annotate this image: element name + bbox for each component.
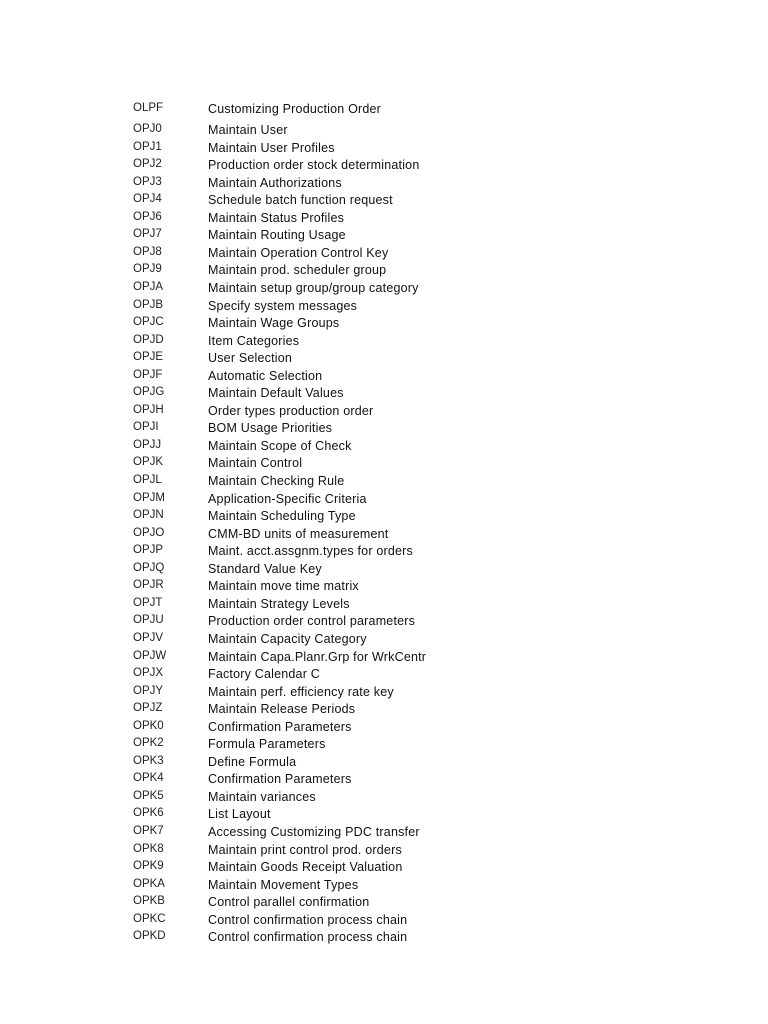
list-item: [0, 403, 768, 420]
transaction-description: Schedule batch function request: [208, 193, 393, 208]
transaction-description: Maintain Control: [208, 456, 303, 471]
list-item: [0, 333, 768, 350]
list-item: [0, 262, 768, 279]
list-item: [0, 771, 768, 788]
list-item: [0, 385, 768, 402]
transaction-code: OPJN: [133, 509, 164, 522]
list-item: [0, 596, 768, 613]
transaction-description: Automatic Selection: [208, 368, 323, 383]
list-item: [0, 192, 768, 209]
transaction-description: Maintain Wage Groups: [208, 316, 340, 331]
transaction-description: Order types production order: [208, 403, 374, 418]
list-item: [0, 701, 768, 718]
transaction-code: OPJ7: [133, 228, 162, 241]
list-item: [0, 350, 768, 367]
transaction-code: OPK6: [133, 807, 164, 820]
transaction-description: Control parallel confirmation: [208, 895, 370, 910]
transaction-description: Confirmation Parameters: [208, 772, 352, 787]
transaction-code: OPJ2: [133, 158, 162, 171]
list-item: [0, 491, 768, 508]
transaction-code: OPJP: [133, 544, 164, 557]
transaction-description: Maintain Movement Types: [208, 877, 359, 892]
transaction-code: OPK7: [133, 825, 164, 837]
transaction-code: OPK2: [133, 737, 164, 750]
list-item: [0, 912, 768, 929]
transaction-code: OPJZ: [133, 702, 163, 715]
list-item: [0, 719, 768, 736]
list-item: [0, 101, 768, 118]
list-item: [0, 649, 768, 666]
transaction-code: OPK8: [133, 842, 164, 855]
transaction-code: OPJQ: [133, 561, 165, 574]
list-item: [0, 789, 768, 806]
transaction-description: BOM Usage Priorities: [208, 421, 333, 436]
transaction-code: OPK3: [133, 754, 164, 767]
list-item: [0, 420, 768, 437]
transaction-description: Maintain Checking Rule: [208, 474, 345, 488]
list-item: [0, 806, 768, 823]
transaction-code: OPK4: [133, 772, 164, 785]
transaction-description: Maintain Routing Usage: [208, 228, 346, 243]
transaction-description: Application-Specific Criteria: [208, 491, 367, 506]
transaction-description: Control confirmation process chain: [208, 912, 408, 927]
list-item: [0, 157, 768, 174]
list-item: [0, 508, 768, 525]
transaction-description: Maint. acct.assgnm.types for orders: [208, 544, 413, 559]
transaction-code: OPJV: [133, 631, 164, 644]
transaction-code: OPJB: [133, 298, 164, 311]
transaction-description: Specify system messages: [208, 298, 358, 313]
transaction-description: Maintain Default Values: [208, 386, 344, 401]
transaction-description: Accessing Customizing PDC transfer: [208, 825, 420, 839]
transaction-code: OPJM: [133, 491, 165, 504]
list-item: [0, 736, 768, 753]
list-item: [0, 140, 768, 157]
list-item: [0, 438, 768, 455]
list-item: [0, 175, 768, 192]
transaction-code: OPJT: [133, 596, 163, 609]
transaction-code: OPKD: [133, 930, 166, 943]
transaction-description: Factory Calendar C: [208, 667, 320, 682]
transaction-code: OPK5: [133, 789, 164, 802]
transaction-description: Confirmation Parameters: [208, 719, 352, 734]
transaction-code: OPKA: [133, 877, 165, 890]
list-item: [0, 455, 768, 472]
transaction-description: Maintain Release Periods: [208, 702, 356, 717]
transaction-code: OPKC: [133, 912, 166, 925]
transaction-code: OPK9: [133, 860, 164, 873]
list-item: [0, 280, 768, 297]
list-item: [0, 543, 768, 560]
transaction-description: Item Categories: [208, 333, 300, 348]
transaction-description: Maintain Strategy Levels: [208, 596, 350, 611]
list-item: [0, 245, 768, 262]
transaction-description: Maintain prod. scheduler group: [208, 263, 387, 278]
list-item: [0, 315, 768, 332]
list-item: [0, 227, 768, 244]
transaction-description: Maintain setup group/group category: [208, 280, 419, 295]
transaction-code: OPJD: [133, 333, 164, 346]
transaction-code: OPJL: [133, 474, 162, 486]
transaction-code: OPJU: [133, 614, 164, 627]
list-item: [0, 526, 768, 543]
transaction-code: OPJH: [133, 403, 164, 416]
transaction-code: OPJK: [133, 456, 164, 469]
list-item: [0, 859, 768, 876]
list-item: [0, 894, 768, 911]
transaction-code: OPJ6: [133, 210, 162, 223]
transaction-code: OLPF: [133, 102, 164, 114]
transaction-code: OPKB: [133, 895, 165, 908]
transaction-code: OPJ1: [133, 140, 162, 153]
transaction-code: OPJG: [133, 386, 165, 399]
transaction-code: OPJ8: [133, 245, 162, 258]
transaction-description: List Layout: [208, 807, 271, 822]
list-item: [0, 824, 768, 841]
transaction-description: Control confirmation process chain: [208, 930, 408, 945]
transaction-code: OPJE: [133, 351, 164, 364]
list-item: [0, 578, 768, 595]
transaction-description: Maintain Operation Control Key: [208, 245, 389, 260]
transaction-description: Production order control parameters: [208, 614, 416, 629]
transaction-description: Maintain Scope of Check: [208, 438, 352, 453]
transaction-description: Maintain Goods Receipt Valuation: [208, 860, 403, 875]
list-item: [0, 613, 768, 630]
transaction-description: Maintain move time matrix: [208, 579, 359, 594]
transaction-code: OPJR: [133, 579, 164, 592]
transaction-code: OPJA: [133, 280, 164, 293]
transaction-description: Maintain User Profiles: [208, 140, 335, 155]
list-item: [0, 666, 768, 683]
transaction-code: OPJX: [133, 667, 164, 680]
transaction-description: Maintain User: [208, 123, 288, 137]
transaction-code: OPJ3: [133, 175, 162, 188]
list-item: [0, 473, 768, 490]
transaction-description: Customizing Production Order: [208, 102, 382, 116]
transaction-code: OPJJ: [133, 438, 162, 451]
transaction-code: OPJF: [133, 368, 163, 381]
transaction-description: Maintain Authorizations: [208, 175, 342, 190]
transaction-code: OPK0: [133, 719, 164, 732]
transaction-description: Maintain Capacity Category: [208, 631, 367, 646]
list-item: [0, 877, 768, 894]
transaction-description: CMM-BD units of measurement: [208, 526, 389, 541]
list-item: [0, 298, 768, 315]
list-item: [0, 684, 768, 701]
list-item: [0, 754, 768, 771]
transaction-code: OPJO: [133, 526, 165, 539]
list-item: [0, 122, 768, 139]
transaction-description: Maintain Capa.Planr.Grp for WrkCentr: [208, 649, 427, 664]
transaction-code: OPJW: [133, 649, 167, 662]
transaction-description: Maintain variances: [208, 789, 316, 804]
list-item: [0, 210, 768, 227]
transaction-code: OPJY: [133, 684, 164, 697]
transaction-code: OPJ4: [133, 193, 162, 206]
list-item: [0, 842, 768, 859]
transaction-description: Production order stock determination: [208, 158, 420, 173]
transaction-code: OPJ9: [133, 263, 162, 276]
transaction-code: OPJ0: [133, 123, 162, 135]
transaction-description: Standard Value Key: [208, 561, 322, 576]
list-item: [0, 929, 768, 946]
transaction-description: Maintain print control prod. orders: [208, 842, 402, 857]
transaction-description: Maintain Status Profiles: [208, 210, 345, 225]
transaction-description: Define Formula: [208, 754, 297, 769]
list-item: [0, 561, 768, 578]
transaction-description: Maintain perf. efficiency rate key: [208, 684, 394, 699]
list-item: [0, 368, 768, 385]
transaction-description: Formula Parameters: [208, 737, 326, 752]
transaction-description: Maintain Scheduling Type: [208, 509, 356, 524]
list-item: [0, 631, 768, 648]
transaction-code: OPJC: [133, 316, 164, 329]
transaction-description: User Selection: [208, 351, 293, 366]
transaction-code: OPJI: [133, 421, 159, 434]
